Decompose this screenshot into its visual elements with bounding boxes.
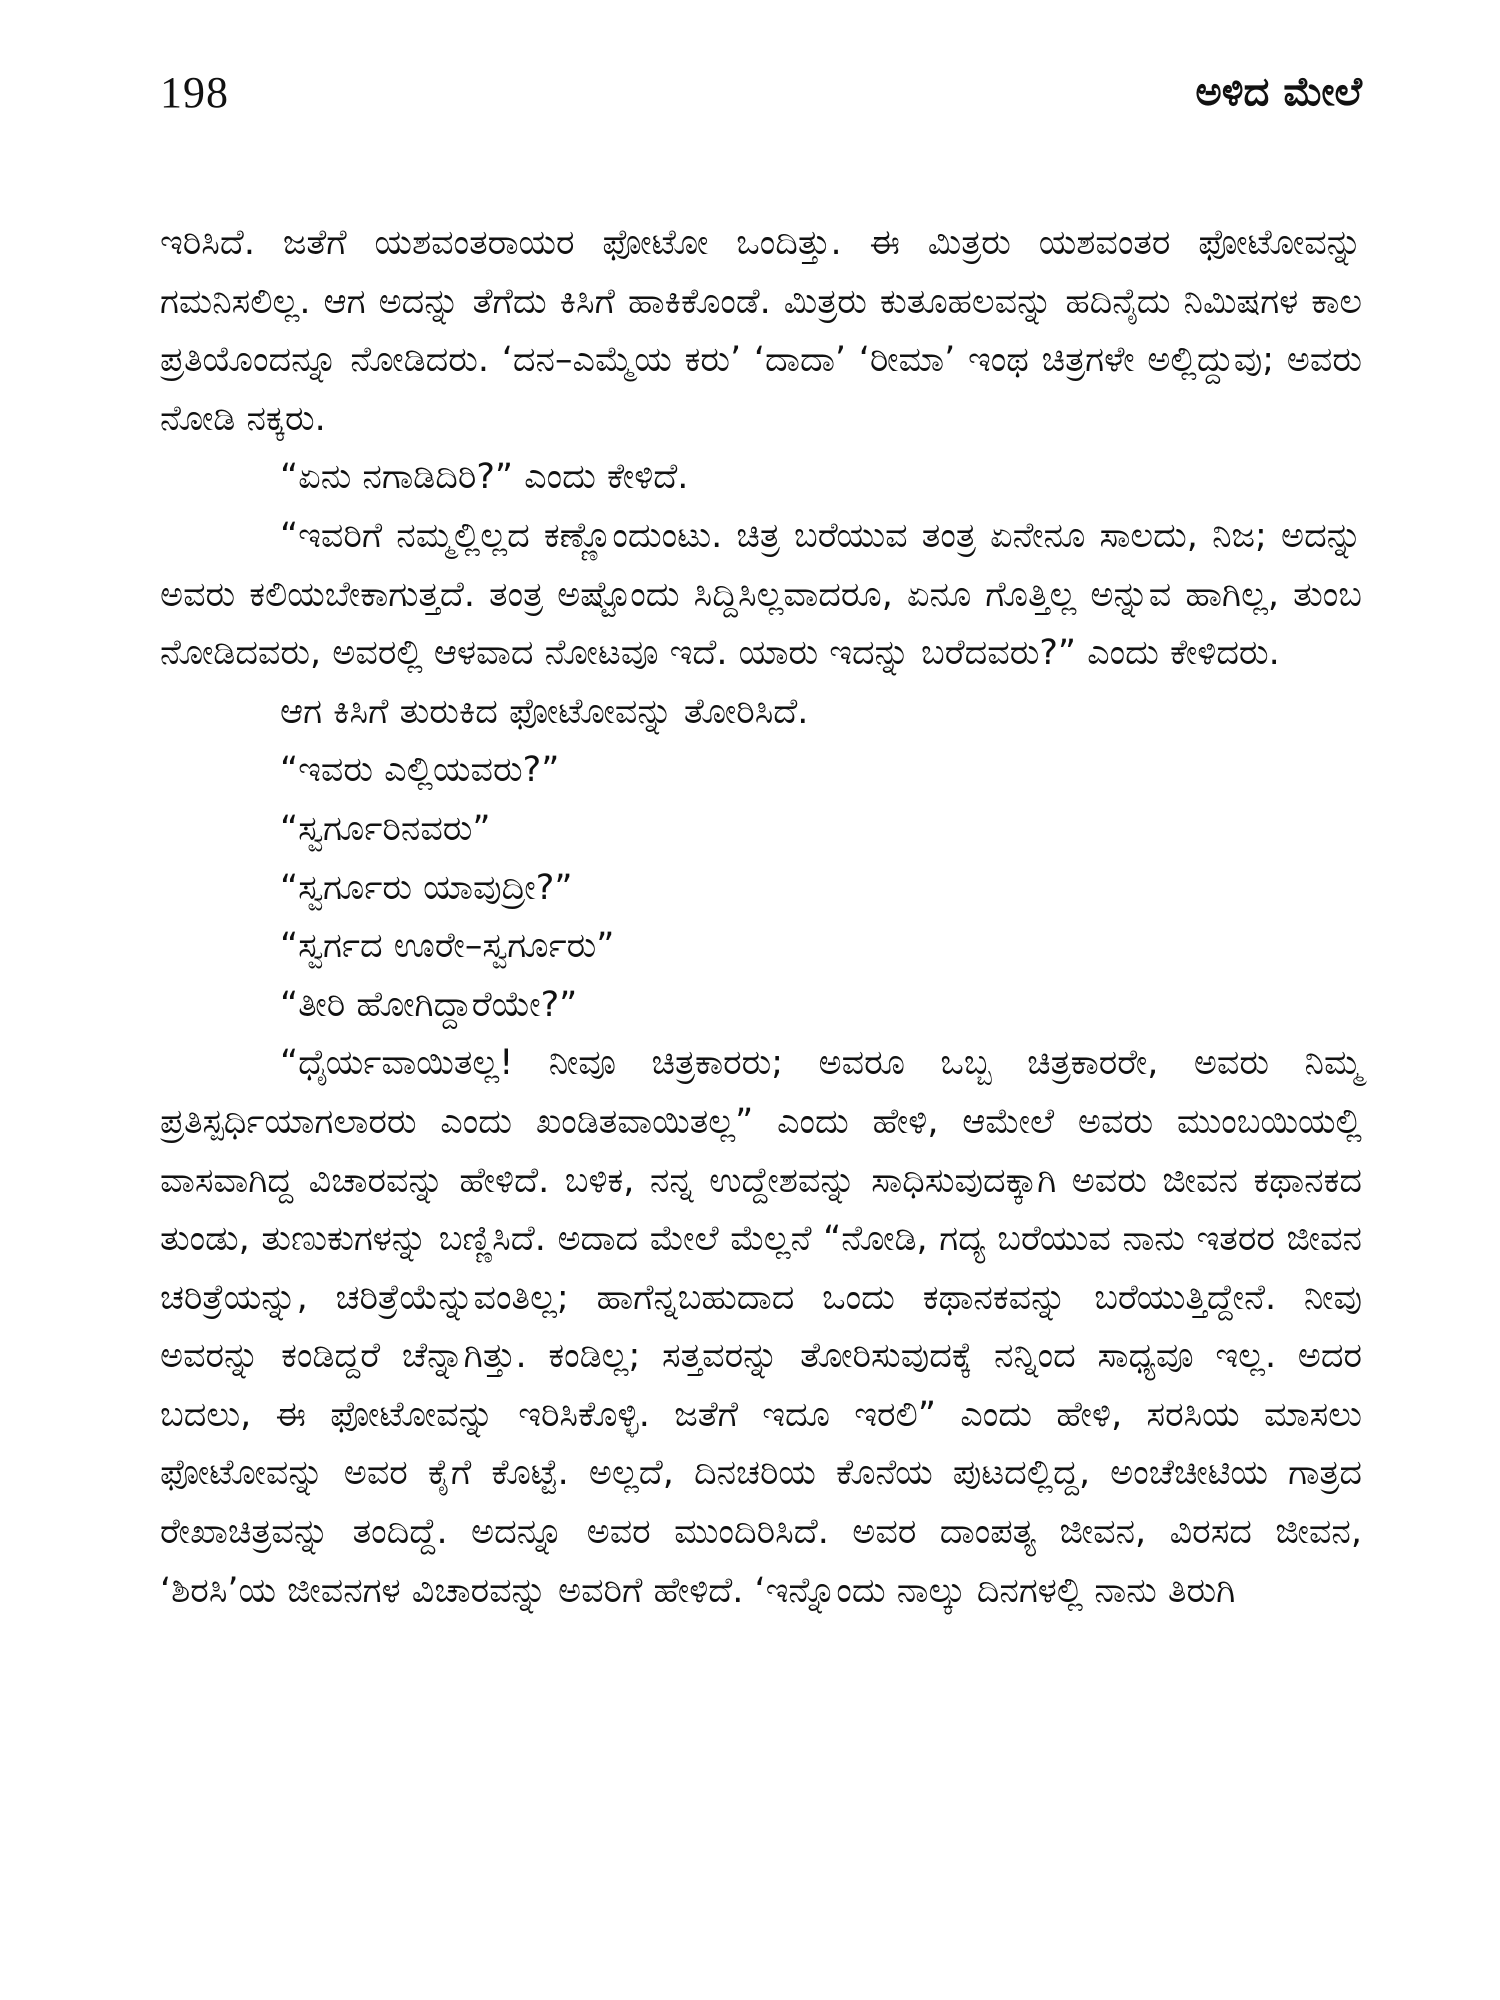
- paragraph: “ಏನು ನಗಾಡಿದಿರಿ?” ಎಂದು ಕೇಳಿದೆ.: [280, 457, 689, 498]
- page-header: [160, 62, 1362, 122]
- dialogue-line: “ಸ್ವರ್ಗೂರು ಯಾವುದ್ರೀ?”: [280, 867, 573, 908]
- paragraph: “ಧೈರ್ಯವಾಯಿತಲ್ಲ! ನೀವೂ ಚಿತ್ರಕಾರರು; ಅವರೂ ಒಬ್ಬ ಚಿತ್ರಕಾರರೇ, ಅವರು ನಿಮ್ಮ ಪ್ರತಿಸ್ಪರ್ಧಿಯಾಗಲಾರರು ಎಂದು ಖಂಡಿತವಾಯಿತಲ್ಲ” ಎಂದು ಹೇಳಿ, ಆಮೇಲೆ ಅವರು ಮುಂಬಯಿಯಲ್ಲಿ ವಾಸವಾಗಿದ್ದ ವಿಚಾರವನ್ನು ಹೇಳಿದೆ. ಬಳಿಕ, ನನ್ನ ಉದ್ದೇಶವನ್ನು ಸಾಧಿಸುವುದಕ್ಕಾಗಿ ಅವರು ಜೀವನ ಕಥಾನಕದ ತುಂಡು, ತುಣುಕುಗಳನ್ನು ಬಣ್ಣಿಸಿದೆ. ಅದಾದ ಮೇಲೆ ಮೆಲ್ಲನೆ “ನೋಡಿ, ಗದ್ಯ ಬರೆಯುವ ನಾನು ಇತರರ ಜೀವನ ಚರಿತ್ರೆಯನ್ನು, ಚರಿತ್ರೆಯೆನ್ನುವಂತಿಲ್ಲ; ಹಾಗೆನ್ನಬಹುದಾದ ಒಂದು ಕಥಾನಕವನ್ನು ಬರೆಯುತ್ತಿದ್ದೇನೆ. ನೀವು ಅವರನ್ನು ಕಂಡಿದ್ದರೆ ಚೆನ್ನಾಗಿತ್ತು. ಕಂಡಿಲ್ಲ; ಸತ್ತವರನ್ನು ತೋರಿಸುವುದಕ್ಕೆ ನನ್ನಿಂದ ಸಾಧ್ಯವೂ ಇಲ್ಲ. ಅದರ ಬದಲು, ಈ ಫೋಟೋವನ್ನು ಇರಿಸಿಕೊಳ್ಳಿ. ಜತೆಗೆ ಇದೂ ಇರಲಿ” ಎಂದು ಹೇಳಿ, ಸರಸಿಯ ಮಾಸಲು ಫೋಟೋವನ್ನು ಅವರ ಕೈಗೆ ಕೊಟ್ಟೆ. ಅಲ್ಲದೆ, ದಿನಚರಿಯ ಕೊನೆಯ ಪುಟದಲ್ಲಿದ್ದ, ಅಂಚೆಚೀಟಿಯ ಗಾತ್ರದ ರೇಖಾಚಿತ್ರವನ್ನು ತಂದಿದ್ದೆ. ಅದನ್ನೂ ಅವರ ಮುಂದಿರಿಸಿದೆ. ಅವರ ದಾಂಪತ್ಯ ಜೀವನ, ವಿರಸದ ಜೀವನ, ‘ಶಿರಸಿ’ಯ ಜೀವನಗಳ ವಿಚಾರವನ್ನು ಅವರಿಗೆ ಹೇಳಿದೆ. ‘ಇನ್ನೊಂದು ನಾಲ್ಕು ದಿನಗಳಲ್ಲಿ ನಾನು ತಿರುಗಿ: [160, 1043, 1362, 1611]
- dialogue-line: “ಸ್ವರ್ಗೂರಿನವರು”: [280, 808, 491, 849]
- body-text: [160, 214, 1362, 1620]
- paragraph-continued: ಇರಿಸಿದೆ. ಜತೆಗೆ ಯಶವಂತರಾಯರ ಫೋಟೋ ಒಂದಿತ್ತು. ಈ ಮಿತ್ರರು ಯಶವಂತರ ಫೋಟೋವನ್ನು ಗಮನಿಸಲಿಲ್ಲ. ಆಗ ಅದನ್ನು ತೆಗೆದು ಕಿಸಿಗೆ ಹಾಕಿಕೊಂಡೆ. ಮಿತ್ರರು ಕುತೂಹಲವನ್ನು ಹದಿನೈದು ನಿಮಿಷಗಳ ಕಾಲ ಪ್ರತಿಯೊಂದನ್ನೂ ನೋಡಿದರು. ‘ದನ–ಎಮ್ಮೆಯ ಕರು’ ‘ದಾದಾ’ ‘ರೀಮಾ’ ಇಂಥ ಚಿತ್ರಗಳೇ ಅಲ್ಲಿದ್ದುವು; ಅವರು ನೋಡಿ ನಕ್ಕರು.: [160, 223, 1362, 439]
- dialogue-line: “ಸ್ವರ್ಗದ ಊರೇ–ಸ್ವರ್ಗೂರು”: [280, 926, 615, 967]
- dialogue-line: “ಇವರು ಎಲ್ಲಿಯವರು?”: [280, 750, 560, 791]
- running-title: ಅಳಿದ ಮೇಲೆ: [1195, 69, 1362, 115]
- page-number: 198: [160, 67, 229, 117]
- paragraph: “ಇವರಿಗೆ ನಮ್ಮಲ್ಲಿಲ್ಲದ ಕಣ್ಣೊಂದುಂಟು. ಚಿತ್ರ ಬರೆಯುವ ತಂತ್ರ ಏನೇನೂ ಸಾಲದು, ನಿಜ; ಅದನ್ನು ಅವರು ಕಲಿಯಬೇಕಾಗುತ್ತದೆ. ತಂತ್ರ ಅಷ್ಟೊಂದು ಸಿದ್ದಿಸಿಲ್ಲವಾದರೂ, ಏನೂ ಗೊತ್ತಿಲ್ಲ ಅನ್ನುವ ಹಾಗಿಲ್ಲ, ತುಂಬ ನೋಡಿದವರು, ಅವರಲ್ಲಿ ಆಳವಾದ ನೋಟವೂ ಇದೆ. ಯಾರು ಇದನ್ನು ಬರೆದವರು?” ಎಂದು ಕೇಳಿದರು.: [160, 515, 1362, 674]
- dialogue-line: “ತೀರಿ ಹೋಗಿದ್ದಾರೆಯೇ?”: [280, 984, 578, 1025]
- paragraph: ಆಗ ಕಿಸಿಗೆ ತುರುಕಿದ ಫೋಟೋವನ್ನು ತೋರಿಸಿದೆ.: [280, 691, 809, 732]
